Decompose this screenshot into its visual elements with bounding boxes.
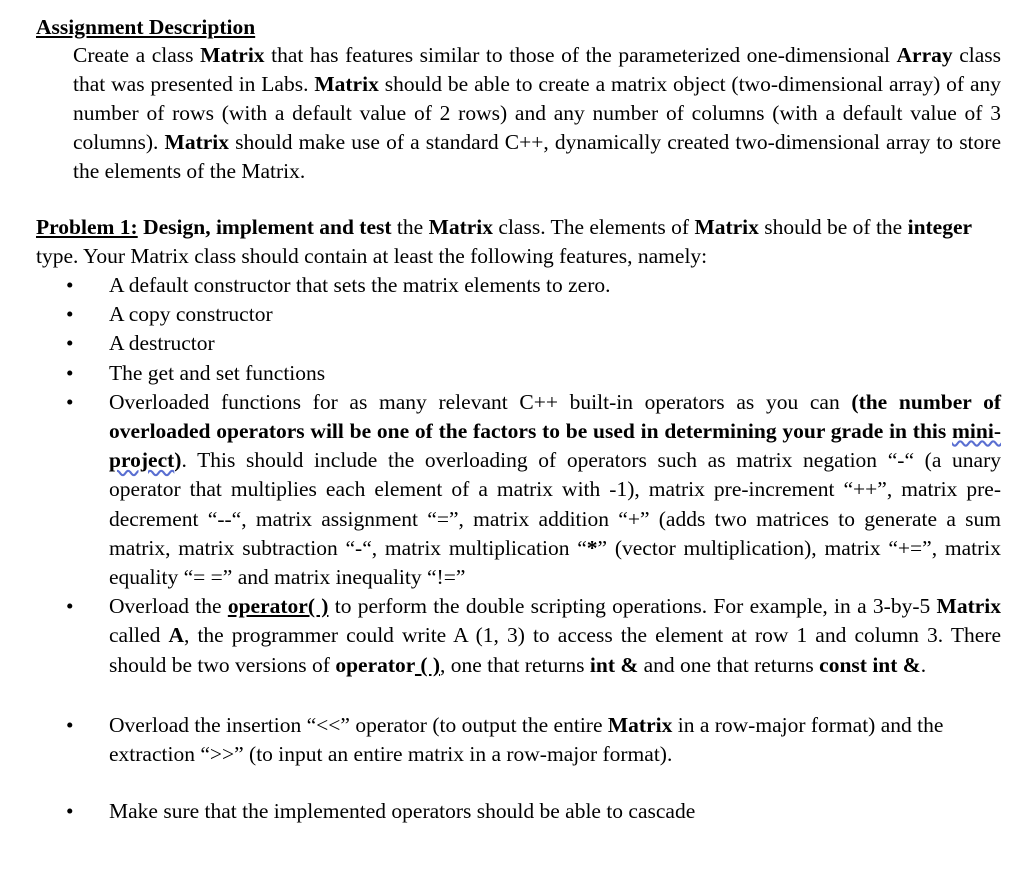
list-item-bold: * [586,535,598,560]
problem-bold: Matrix [428,215,494,239]
problem-text: the [391,215,429,239]
list-item-text: A default constructor that sets the matrix elements to zero. [109,273,611,297]
problem-paragraph [36,213,1001,271]
list-item [36,271,1001,300]
list-item-bold: (the number of overloaded operators will be one of the factors to be used in determining your grade in this [109,389,1001,444]
list-item-bold: ( ) [414,652,441,677]
problem-text: should be of the [758,215,908,239]
list-item-bold: Matrix [936,594,1001,619]
intro-text: should be able to create a matrix object (two-dimensional array) of any number of rows (with a default value of 2 rows) and any number of columns (with a default value of 3 columns). [73,72,1001,154]
list-item-text: ” (vector multiplication), matrix “+=”, matrix equality “= =” and matrix inequality “!=” [109,535,1001,590]
intro-text: class that was presented in Labs. [73,43,1001,96]
list-item-bold: const int & [819,652,921,677]
list-item-bold: int & [589,652,639,677]
list-item [36,711,1001,769]
intro-text: Create a class [73,43,201,67]
list-item-text: called [109,623,169,648]
list-item-text: Make sure that the implemented operators should be able to cascade [109,799,696,824]
problem-label: Problem 1: [36,215,138,239]
problem-text: type. Your Matrix class should contain at least the following features, namely: [36,244,708,268]
list-item-text: to perform the double scripting operations. For example, in a 3-by-5 [328,594,937,619]
intro-bold: Matrix [164,130,229,154]
list-item [36,797,1001,826]
list-item-bold: operator( ) [227,594,329,619]
list-item-text: A copy constructor [109,302,273,327]
intro-bold: Matrix [200,43,265,67]
problem-bold: integer [907,215,973,239]
list-item-text: Overload the [109,594,228,619]
list-item-text: , one that returns [440,652,590,677]
list-item [36,359,1001,388]
list-item [36,388,1001,592]
bullet-icon: • [66,331,74,356]
intro-text: that has features similar to those of the parameterized one-dimensional [264,43,897,67]
list-item-text: . This should include the overloading of operators such as matrix negation “-“ (a unary operator that multiplies each element of a matrix with -1), matrix pre-increment “++”, matrix pre-decrement “--“, matrix assignment “=”, matrix addition “+” (adds two matrices to generate a sum matrix, matrix subtraction “-“, matrix multiplication “ [109,448,1001,560]
list-item [36,300,1001,329]
intro-bold: Matrix [314,72,379,96]
bullet-icon: • [66,302,74,327]
list-item-text: The get and set functions [109,360,326,385]
list-item-text: in a row-major format) and the extraction “>>” (to input an entire matrix in a row-major format). [109,712,944,767]
list-item-text: , the programmer could write A (1, 3) to access the element at row 1 and column 3. There should be two versions of [109,623,1001,677]
list-item [36,592,1001,680]
problem-text: class. The elements of [493,215,695,239]
section-title: Assignment Description [36,15,256,39]
list-item-bold: A [168,623,184,648]
list-item [36,329,1001,358]
list-item-text: . [920,652,927,677]
bullet-icon: • [66,360,74,385]
problem-bold: Design, implement and test [137,215,392,239]
bullet-icon: • [66,273,74,297]
problem-bold: Matrix [694,215,759,239]
feature-list [36,271,1001,826]
list-item-bold: Matrix [607,712,673,737]
list-item-text: Overloaded functions for as many relevant C++ built-in operators as you can [109,389,852,414]
intro-paragraph [73,41,1001,186]
intro-text: should make use of a standard C++, dynamically created two-dimensional array to store the elements of the Matrix. [73,130,1001,183]
intro-bold: Array [896,43,953,67]
bullet-icon: • [66,712,74,737]
list-item-text: Overload the insertion “<<” operator (to output the entire [109,712,608,737]
list-item-bold: ) [174,448,182,473]
bullet-icon: • [66,594,74,619]
list-item-bold: operator [335,652,415,677]
list-item-bold: mini-project [109,419,1001,473]
list-item-text: A destructor [109,331,215,356]
bullet-icon: • [66,389,74,414]
bullet-icon: • [66,799,74,824]
list-item-text: and one that returns [638,652,820,677]
